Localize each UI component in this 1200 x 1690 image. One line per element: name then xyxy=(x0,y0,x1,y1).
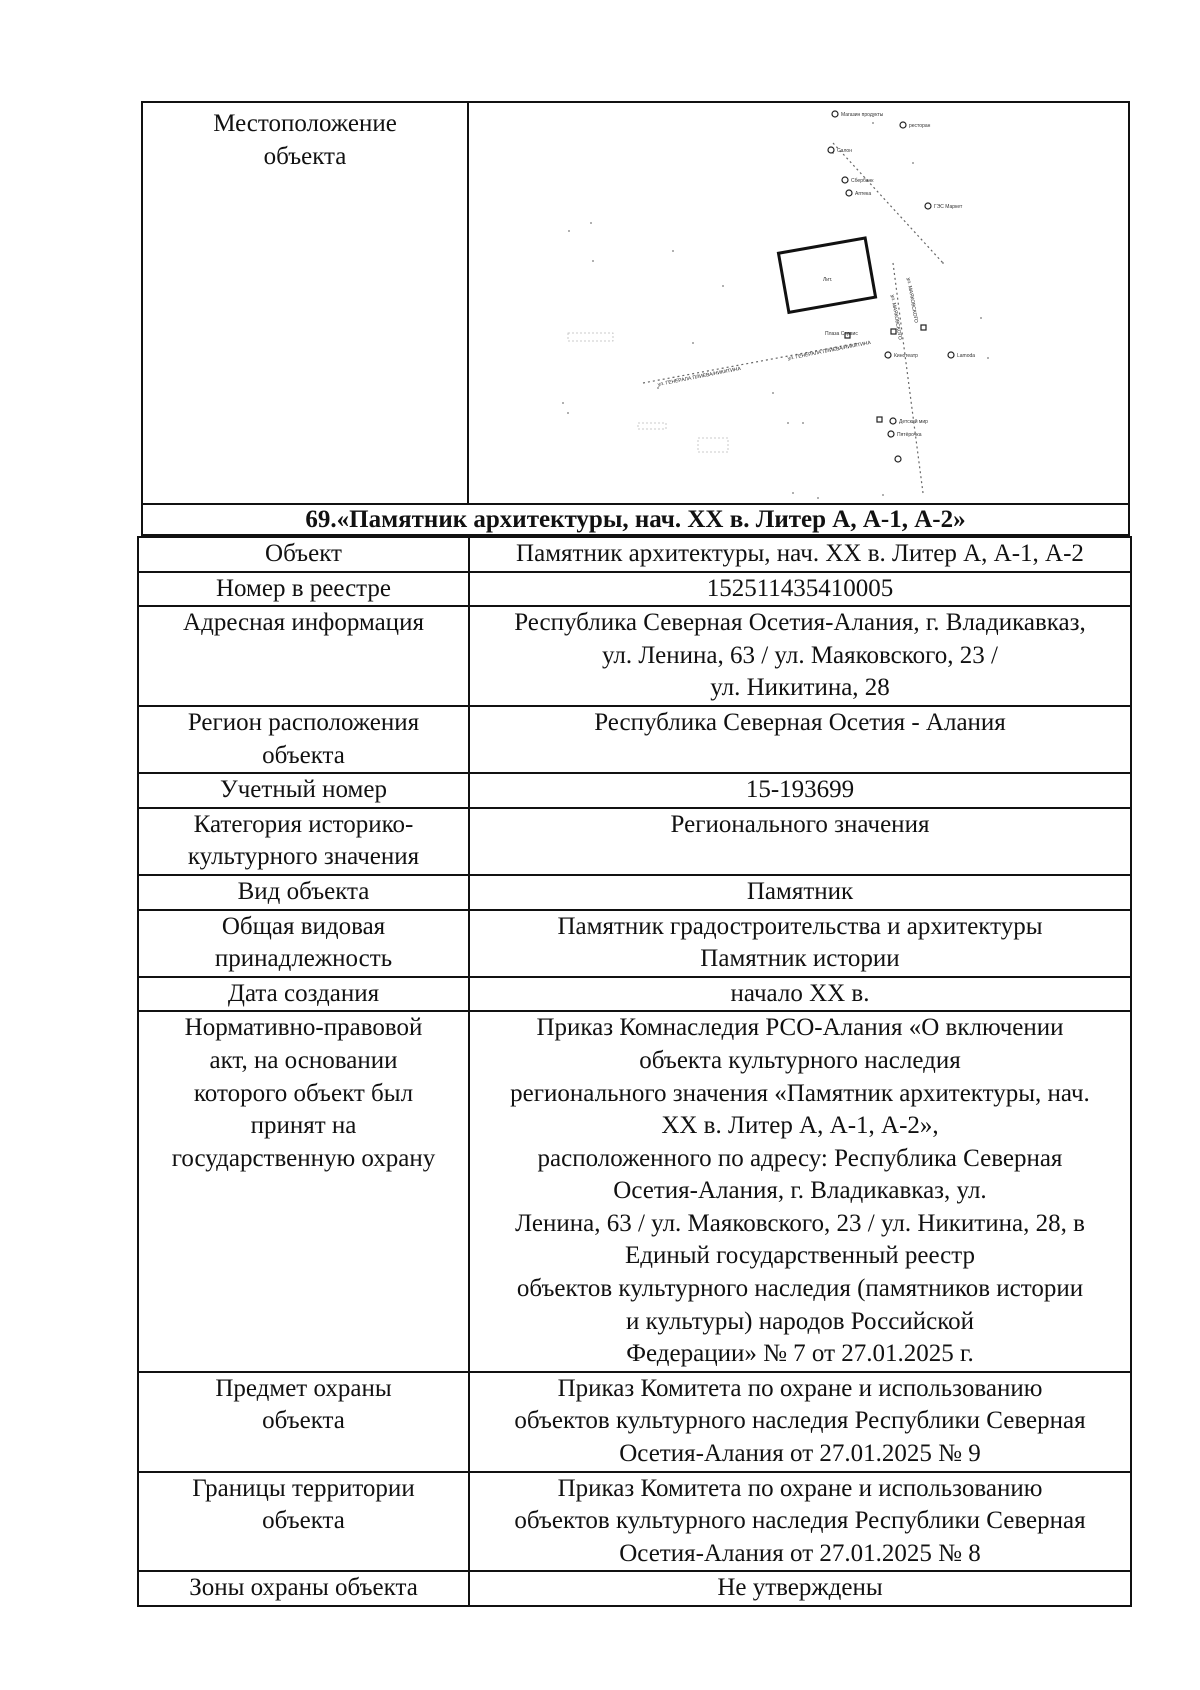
row-value xyxy=(469,537,1131,572)
value-line: 152511435410005 xyxy=(706,574,894,602)
label-line: Дата создания xyxy=(227,979,380,1007)
value-line: Памятник истории xyxy=(700,945,900,973)
svg-text:ул. ГЕНЕРАЛА ПЛИЕВА/НИКИТИНА: ул. ГЕНЕРАЛА ПЛИЕВА/НИКИТИНА xyxy=(657,365,742,388)
row-value xyxy=(469,1472,1131,1572)
label-line: объекта xyxy=(262,1407,345,1435)
table-row xyxy=(138,1571,1131,1606)
value-line: Приказ Комитета по охране и использованию xyxy=(557,1374,1043,1402)
label-line: принадлежность xyxy=(214,945,393,973)
label-line: Предмет охраны xyxy=(215,1374,392,1402)
row-value xyxy=(469,572,1131,607)
table-row xyxy=(138,572,1131,607)
value-line: Приказ Комнаследия РСО-Алания «О включении xyxy=(536,1014,1064,1042)
table-row xyxy=(138,977,1131,1012)
value-line: Не утверждены xyxy=(717,1574,883,1602)
value-line: Ленина, 63 / ул. Маяковского, 23 / ул. Никитина, 28, в xyxy=(515,1209,1085,1237)
row-label xyxy=(138,1011,469,1372)
label-line: Объект xyxy=(265,540,342,567)
row-label xyxy=(138,910,469,977)
value-line: Республика Северная Осетия-Алания, г. Владикавказ, xyxy=(514,609,1086,637)
value-line: объектов культурного наследия Республики Северная xyxy=(514,1407,1086,1435)
row-label xyxy=(138,537,469,572)
value-line: и культуры) народов Российской xyxy=(626,1307,974,1335)
svg-text:Lamoda: Lamoda xyxy=(957,353,976,359)
row-value xyxy=(469,808,1131,875)
row-label xyxy=(138,977,469,1012)
row-label xyxy=(138,875,469,910)
svg-text:ГЭС Маркет: ГЭС Маркет xyxy=(934,204,963,210)
location-map xyxy=(473,103,1128,503)
row-value xyxy=(469,910,1131,977)
label-line: объекта xyxy=(262,1507,345,1535)
table-row xyxy=(138,808,1131,875)
location-label-line: объекта xyxy=(263,143,347,170)
value-line: Федерации» № 7 от 27.01.2025 г. xyxy=(626,1340,974,1368)
value-line: Памятник xyxy=(746,877,854,905)
row-value xyxy=(469,606,1131,706)
value-line: объекта культурного наследия xyxy=(639,1046,961,1074)
map-image xyxy=(473,103,1128,503)
value-line: Памятник градостроительства и архитектуры xyxy=(557,912,1043,940)
svg-text:Пятёрочка: Пятёрочка xyxy=(897,432,922,438)
label-line: Общая видовая xyxy=(221,912,386,940)
table-row xyxy=(138,606,1131,706)
svg-text:ул. МАЯКОВСКОГО: ул. МАЯКОВСКОГО xyxy=(889,294,903,341)
label-line: принят на xyxy=(250,1112,357,1140)
label-line: Номер в реестре xyxy=(215,574,392,602)
table-row xyxy=(138,1011,1131,1372)
label-line: государственную охрану xyxy=(171,1144,436,1172)
value-line: XX в. Литер А, А-1, А-2», xyxy=(661,1112,939,1140)
label-line: Адресная информация xyxy=(183,609,424,637)
location-label-line: Местоположение xyxy=(213,110,397,137)
label-line: Границы территории xyxy=(192,1474,415,1502)
row-label xyxy=(138,1372,469,1472)
row-label xyxy=(138,808,469,875)
label-line: Зоны охраны объекта xyxy=(189,1574,418,1602)
svg-text:Аптека: Аптека xyxy=(855,191,872,197)
svg-text:Лит.: Лит. xyxy=(823,277,833,283)
row-label xyxy=(138,706,469,773)
value-line: Единый государственный реестр xyxy=(624,1242,976,1270)
svg-text:ул. МАЯКОВСКОГО: ул. МАЯКОВСКОГО xyxy=(905,277,919,324)
table-row xyxy=(138,706,1131,773)
svg-text:Сбербанк: Сбербанк xyxy=(851,178,874,184)
attributes-table xyxy=(137,536,1132,1607)
table-row xyxy=(138,1372,1131,1472)
label-line: Вид объекта xyxy=(237,877,370,905)
row-label xyxy=(138,606,469,706)
row-value xyxy=(469,875,1131,910)
svg-text:Кинотеатр: Кинотеатр xyxy=(894,353,918,359)
row-value xyxy=(469,1011,1131,1372)
location-row xyxy=(141,101,1130,503)
row-value xyxy=(469,1571,1131,1606)
value-line: Осетия-Алания от 27.01.2025 № 8 xyxy=(619,1539,981,1567)
value-line: Приказ Комитета по охране и использованию xyxy=(557,1474,1043,1502)
row-label xyxy=(138,572,469,607)
svg-text:Плаза Сервис: Плаза Сервис xyxy=(825,331,858,337)
row-label xyxy=(138,1472,469,1572)
table-row xyxy=(138,1472,1131,1572)
value-line: Республика Северная Осетия - Алания xyxy=(594,708,1006,736)
location-label xyxy=(143,103,469,503)
value-line: объектов культурного наследия Республики Северная xyxy=(514,1507,1086,1535)
label-line: Нормативно-правовой xyxy=(184,1014,423,1042)
row-label xyxy=(138,1571,469,1606)
label-line: объекта xyxy=(262,741,345,769)
row-value xyxy=(469,977,1131,1012)
label-line: которого объект был xyxy=(193,1079,414,1107)
svg-text:ресторан: ресторан xyxy=(909,123,931,129)
svg-text:Салон: Салон xyxy=(837,148,852,154)
value-line: Осетия-Алания, г. Владикавказ, ул. xyxy=(613,1177,987,1205)
value-line: ул. Никитина, 28 xyxy=(710,674,890,702)
label-line: Регион расположения xyxy=(187,708,420,736)
value-line: регионального значения «Памятник архитектуры, нач. xyxy=(510,1079,1090,1107)
value-line: ул. Ленина, 63 / ул. Маяковского, 23 / xyxy=(602,641,998,669)
row-value xyxy=(469,1372,1131,1472)
value-line: объектов культурного наследия (памятников истории xyxy=(516,1275,1084,1303)
value-line: расположенного по адресу: Республика Северная xyxy=(537,1144,1063,1172)
table-row xyxy=(138,875,1131,910)
value-line: Памятник архитектуры, нач. XX в. Литер А, А-1, А-2 xyxy=(516,540,1084,567)
table-row xyxy=(138,910,1131,977)
table-row xyxy=(138,537,1131,572)
label-line: Учетный номер xyxy=(220,776,387,804)
table-row xyxy=(138,773,1131,808)
row-value xyxy=(469,706,1131,773)
value-line: Осетия-Алания от 27.01.2025 № 9 xyxy=(619,1440,981,1468)
svg-text:Детский мир: Детский мир xyxy=(899,419,928,425)
value-line: 15-193699 xyxy=(745,776,855,804)
object-title: 69.«Памятник архитектуры, нач. XX в. Литер А, А-1, А-2» xyxy=(141,503,1130,536)
label-line: акт, на основании xyxy=(209,1046,398,1074)
row-value xyxy=(469,773,1131,808)
value-line: начало XX в. xyxy=(730,979,870,1007)
svg-text:Магазин продукты: Магазин продукты xyxy=(841,112,884,118)
row-label xyxy=(138,773,469,808)
value-line: Регионального значения xyxy=(670,810,930,838)
label-line: культурного значения xyxy=(187,843,420,871)
label-line: Категория историко- xyxy=(193,810,414,838)
svg-text:ул. ГЕНЕРАЛА ПЛИЕВА/НИКИТИНА: ул. ГЕНЕРАЛА ПЛИЕВА/НИКИТИНА xyxy=(787,339,872,362)
